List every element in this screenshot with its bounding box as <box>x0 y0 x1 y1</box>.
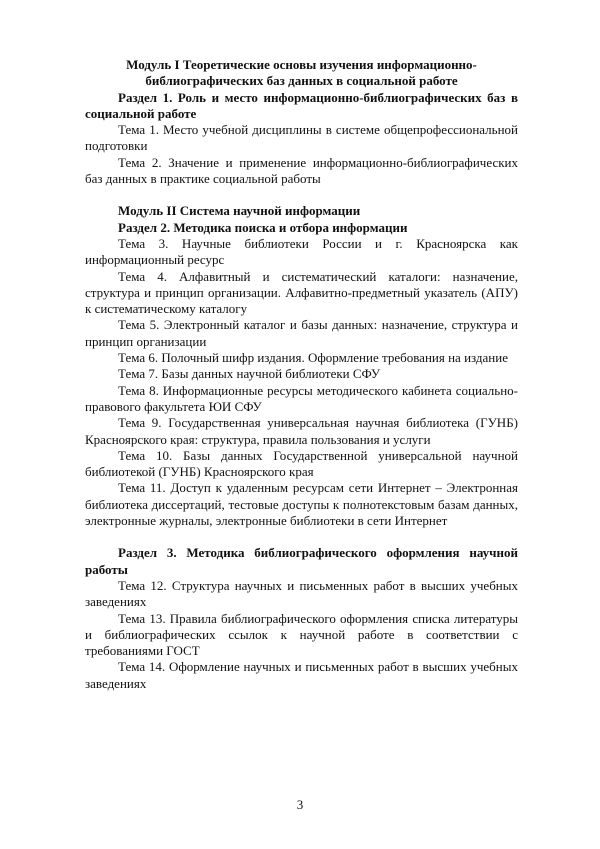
topic-5: Тема 5. Электронный каталог и базы данных: назначение, структура и принцип организации <box>85 317 518 349</box>
topic-2: Тема 2. Значение и применение информационно-библиографических баз данных в практике социальной работы <box>85 154 518 187</box>
page-number: 3 <box>296 797 304 812</box>
spacer <box>85 529 518 545</box>
topic-10: Тема 10. Базы данных Государственной универсальной научной библиотекой (ГУНБ) Красноярского края <box>85 447 518 480</box>
page-content <box>85 57 518 692</box>
topic-4: Тема 4. Алфавитный и систематический каталоги: назначение, структура и принцип организации. Алфавитно-предметный указатель (АПУ) к систематическому каталогу <box>85 268 518 317</box>
topic-9: Тема 9. Государственная универсальная научная библиотека (ГУНБ) Красноярского края: структура, правила пользования и услуги <box>85 415 518 447</box>
topic-12: Тема 12. Структура научных и письменных работ в высших учебных заведениях <box>85 577 518 610</box>
section-3-heading: Раздел 3. Методика библиографического оформления научной работы <box>85 545 518 577</box>
section-1-heading: Раздел 1. Роль и место информационно-библиографических баз в социальной работе <box>85 89 518 121</box>
spacer <box>85 187 518 203</box>
topic-1: Тема 1. Место учебной дисциплины в системе общепрофессиональной подготовки <box>85 122 518 154</box>
topic-3: Тема 3. Научные библиотеки России и г. Красноярска как информационный ресурс <box>85 235 518 268</box>
module-1-title: Модуль I Теоретические основы изучения информационно-библиографических баз данных в социальной работе <box>126 57 477 89</box>
section-2-heading: Раздел 2. Методика поиска и отбора информации <box>118 219 408 235</box>
topic-6: Тема 6. Полочный шифр издания. Оформление требования на издание <box>118 350 508 366</box>
topic-13: Тема 13. Правила библиографического оформления списка литературы и библиографических ссылок к научной работе в соответствии с требованиями ГОСТ <box>85 610 518 659</box>
topic-14: Тема 14. Оформление научных и письменных работ в высших учебных заведениях <box>85 659 518 691</box>
topic-8: Тема 8. Информационные ресурсы методического кабинета социально-правового факультета ЮИ СФУ <box>85 382 518 414</box>
module-2-title: Модуль II Система научной информации <box>118 203 361 219</box>
topic-11: Тема 11. Доступ к удаленным ресурсам сети Интернет – Электронная библиотека диссертаций, тестовые доступы к полнотекстовым базам данных, электронные журналы, электронные библиотеки в сети Интернет <box>85 480 518 529</box>
topic-7: Тема 7. Базы данных научной библиотеки СФУ <box>118 366 381 382</box>
